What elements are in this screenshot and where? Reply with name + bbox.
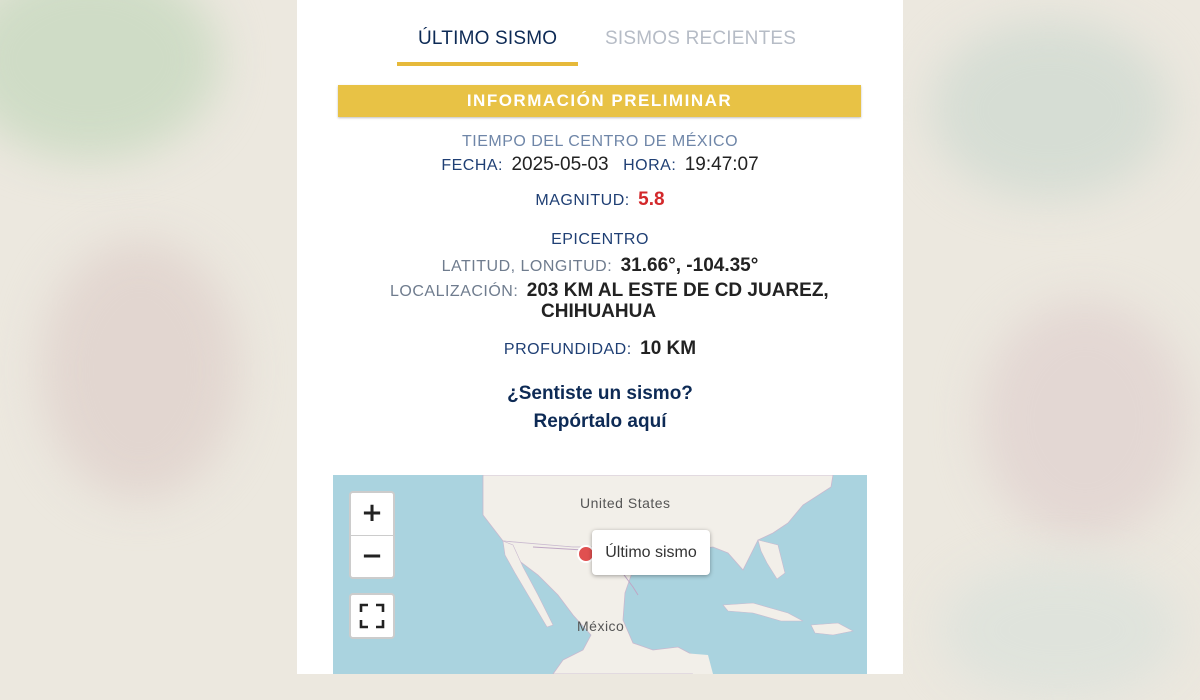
fecha-value: 2025-05-03	[511, 154, 609, 175]
tab-bar	[297, 0, 903, 70]
epicentro-title: EPICENTRO	[551, 231, 649, 248]
active-tab-indicator	[397, 62, 578, 66]
hora-label: HORA:	[623, 157, 677, 174]
hora-value: 19:47:07	[684, 154, 759, 175]
cuba-island	[723, 603, 803, 621]
timezone-label: TIEMPO DEL CENTRO DE MÉXICO	[461, 133, 739, 150]
location-line1: 203 KM AL ESTE DE CD JUAREZ,	[526, 280, 829, 301]
profundidad-value: 10 KM	[640, 338, 697, 359]
magnitude-row	[297, 189, 903, 211]
epicenter-map[interactable]	[333, 475, 867, 674]
fecha-label: FECHA:	[441, 157, 503, 174]
earthquake-card	[297, 0, 903, 674]
zoom-out-button[interactable]: −	[351, 535, 393, 578]
latlon-row	[297, 255, 903, 277]
felt-quake-question[interactable]: ¿Sentiste un sismo?	[507, 383, 693, 404]
tab-ultimo-sismo[interactable]: ÚLTIMO SISMO	[418, 28, 558, 49]
location-line2: CHIHUAHUA	[541, 301, 657, 322]
report-link[interactable]: Repórtalo aquí	[533, 411, 667, 432]
map-label-mexico: México	[577, 618, 625, 634]
map-popup-ultimo-sismo[interactable]: Último sismo	[592, 530, 710, 575]
location-row	[390, 280, 829, 302]
hispaniola-island	[811, 623, 853, 635]
date-time-row	[297, 154, 903, 176]
zoom-in-button[interactable]: +	[361, 498, 383, 528]
location-label: LOCALIZACIÓN:	[390, 283, 519, 300]
tab-sismos-recientes[interactable]: SISMOS RECIENTES	[605, 28, 797, 49]
fullscreen-button[interactable]	[349, 593, 395, 639]
zoom-control	[349, 491, 395, 579]
florida-landmass	[758, 540, 785, 579]
fullscreen-icon	[351, 595, 393, 637]
preliminary-info-banner: INFORMACIÓN PRELIMINAR	[338, 85, 861, 117]
profundidad-label: PROFUNDIDAD:	[503, 341, 632, 358]
map-label-united-states: United States	[580, 495, 671, 511]
latlon-label: LATITUD, LONGITUD:	[441, 258, 613, 275]
depth-row	[297, 338, 903, 360]
magnitud-value: 5.8	[638, 189, 665, 210]
magnitud-label: MAGNITUD:	[535, 192, 630, 209]
latlon-value: 31.66°, -104.35°	[620, 255, 759, 276]
